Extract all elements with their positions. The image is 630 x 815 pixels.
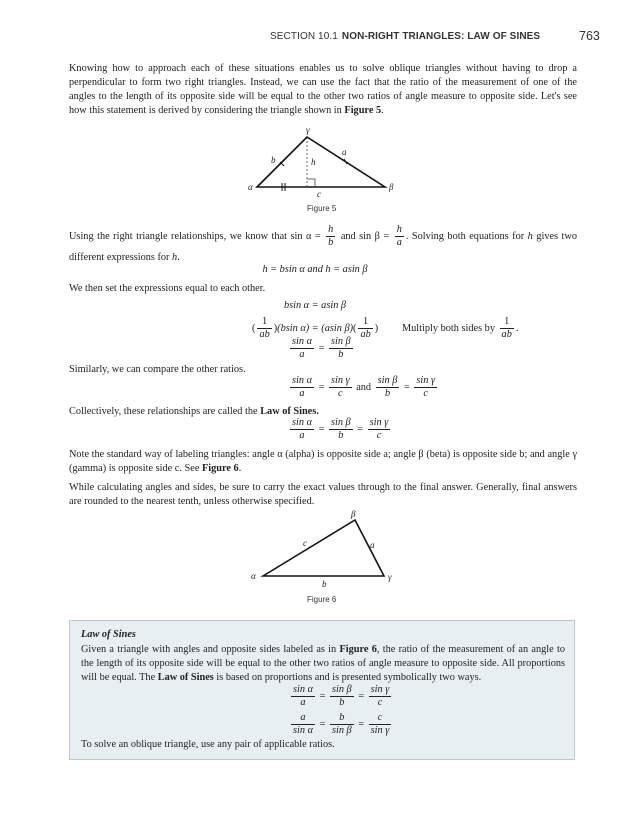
box-text-1: Given a triangle with angles and opposite sides labeled as in <box>81 644 340 655</box>
intro-text: Knowing how to approach each of these situations enables us to solve oblique triangles without having to drop a perpendicular to form two right triangles. Instead, we can use the fact that the ratio of the measurement of one of the angles to the length of its opposite side will be equal to the other two ratios of angle measure to opposite side. Let's see how this statement is derived by considering the triangle shown in <box>69 63 577 116</box>
figure6-triangle <box>246 508 406 588</box>
figure6-label-alpha: α <box>251 571 256 581</box>
fraction-sina-a <box>290 336 314 361</box>
equation-other-ratios: $\frac{\text{sin α}}{a}$ = $\frac{\text{sin γ}}{c}$ and $\frac{\text{sin β}}{b}$ = $\frac{\text{sin γ}}{c}$ <box>292 375 436 399</box>
figure5-label-alpha: α <box>248 182 253 192</box>
law-of-sines-term: Law of Sines. <box>260 406 319 417</box>
figure5-label-gamma: γ <box>306 125 310 135</box>
collectively-text: Collectively, these relationships are called the <box>69 406 261 417</box>
frac-num: 1 <box>358 316 372 329</box>
frac-den: b <box>339 697 345 708</box>
box-eq2-frac-1 <box>291 712 315 737</box>
section-label <box>270 31 540 42</box>
figure5-label-c: c <box>317 189 321 199</box>
frac-num: sin γ <box>330 375 350 386</box>
rt-var-h2: h <box>172 252 178 263</box>
frac-num: sin α <box>292 336 312 347</box>
frac-num: a <box>291 712 315 725</box>
figure6-reference: Figure 6 <box>201 463 239 474</box>
law-of-sines-box <box>69 620 575 760</box>
page-number: 763 <box>579 29 600 43</box>
and-word: and <box>356 381 372 393</box>
frac-num: sin γ <box>416 375 436 386</box>
frac-den: sin γ <box>370 725 390 736</box>
box-equation-2: $\frac{a}{\text{sin α}}$ = $\frac{b}{\text{sin β}}$ = $\frac{c}{\text{sin γ}}$ <box>293 712 390 736</box>
rt-text-3: . Solving both equations for <box>405 230 528 242</box>
rounding-paragraph: While calculating angles and sides, be sure to carry the exact values through to the final answer. Generally, final answers are rounded to the nearest tenth, unless otherwise specified. <box>69 482 577 507</box>
rt-text-5: . <box>177 252 180 263</box>
rt-text-1: Using the right triangle relationships, we know that sin α = <box>69 230 325 242</box>
frac-den: a <box>299 349 305 360</box>
box-equation-1: $\frac{\text{sin α}}{a}$ = $\frac{\text{sin β}}{b}$ = $\frac{\text{sin γ}}{c}$ <box>293 684 390 708</box>
figure5-label-a: a <box>342 147 347 157</box>
box-eq2-frac-3 <box>369 712 392 737</box>
frac-num: b <box>330 712 354 725</box>
fraction-sinb-b <box>329 336 353 361</box>
set-equal-paragraph: We then set the expressions equal to each other. <box>69 283 266 294</box>
figure5-triangle <box>240 125 410 200</box>
frac-den: sin β <box>331 725 352 736</box>
fraction-h-over-a <box>395 224 404 249</box>
frac-num: sin β <box>330 417 351 428</box>
figure5-triangle-shape <box>257 137 385 187</box>
figure6-label-a: a <box>370 540 375 550</box>
fraction-3 <box>368 417 391 442</box>
frac-den: sin α <box>293 725 313 736</box>
box-closing: To solve an oblique triangle, use any pair of applicable ratios. <box>81 739 335 750</box>
fraction-sina-a <box>290 375 314 400</box>
intro-end: . <box>381 105 384 116</box>
fraction-h-over-b <box>326 224 335 249</box>
box-body <box>81 643 565 685</box>
box-law-term: Law of Sines <box>157 672 214 683</box>
equation-h: h = bsin α and h = asin β <box>262 264 368 275</box>
multiply-note-text: Multiply both sides by <box>402 322 495 334</box>
frac-num: sin β <box>330 336 351 347</box>
figure5-right-angle-mark <box>307 179 315 187</box>
frac-den: a <box>299 388 305 399</box>
fraction-2 <box>329 417 353 442</box>
frac-num: sin γ <box>369 417 389 428</box>
frac-num: h <box>328 224 334 235</box>
figure5-label-b: b <box>271 155 276 165</box>
frac-den: ab <box>259 329 270 340</box>
fraction-sing-c <box>329 375 352 400</box>
figure6-label-gamma: γ <box>388 572 392 582</box>
fraction-note <box>500 316 514 341</box>
running-header <box>0 31 630 45</box>
frac-den: b <box>328 237 334 248</box>
box-text-3: is based on proportions and is presented symbolically two ways. <box>213 672 482 683</box>
frac-num: sin β <box>377 375 398 386</box>
frac-num: sin β <box>331 684 352 695</box>
similarly-paragraph: Similarly, we can compare the other ratios. <box>69 364 246 375</box>
frac-den: ab <box>360 329 371 340</box>
equation-bsin: bsin α = asin β <box>283 300 347 311</box>
equation-law-of-sines: $\frac{\text{sin α}}{a}$ = $\frac{\text{sin β}}{b}$ = $\frac{\text{sin γ}}{c}$ <box>292 417 389 441</box>
fraction-sing-c-2 <box>414 375 437 400</box>
figure6-label-b: b <box>322 579 327 588</box>
frac-num: sin α <box>293 684 313 695</box>
section-title: NON-RIGHT TRIANGLES: LAW OF SINES <box>341 31 541 42</box>
figure6-label-beta: β <box>351 509 356 519</box>
box-figure6-reference: Figure 6 <box>339 644 377 655</box>
frac-num: h <box>396 224 402 235</box>
rt-text-4: gives two different expressions for <box>69 230 577 263</box>
equation-multiply: ( $\frac{1}{ab}$ )(bsin α) = (asin β)( $\frac{1}{ab}$ ) <box>252 316 379 340</box>
figure6-triangle-shape <box>263 520 384 576</box>
frac-den: c <box>338 388 343 399</box>
box-eq1-frac-3 <box>369 684 392 709</box>
figure5-reference: Figure 5 <box>344 105 382 116</box>
fraction-sinb-b <box>376 375 400 400</box>
note-end: . <box>238 463 242 474</box>
frac-den: b <box>338 349 344 360</box>
figure6-caption: Figure 6 <box>307 595 337 604</box>
figure5-label-beta: β <box>389 182 394 192</box>
note-paragraph <box>69 448 577 476</box>
figure5-caption: Figure 5 <box>307 204 337 213</box>
fraction-1-over-ab-left <box>257 316 271 341</box>
frac-den: b <box>338 430 344 441</box>
frac-den: c <box>377 697 383 708</box>
section-number: SECTION 10.1 <box>270 31 338 42</box>
note-text: Note the standard way of labeling triangles: angle α (alpha) is opposite side a; angle β (beta) is opposite side b; and angle γ (gamma) is opposite side c. See <box>69 449 577 474</box>
frac-num: sin α <box>292 417 312 428</box>
fraction-1-over-ab-right <box>358 316 372 341</box>
frac-den: a <box>300 697 306 708</box>
box-text-2: , the ratio of the measurement of an angle to the length of its opposite side will be equal to the other two ratios of angle measure to opposite side. All proportions will be equal. The <box>81 644 566 683</box>
frac-den: ab <box>501 329 512 340</box>
frac-den: a <box>299 430 305 441</box>
multiply-note: Multiply both sides by $\frac{1}{ab}$ . <box>402 316 519 340</box>
box-eq2-frac-2 <box>330 712 354 737</box>
frac-den: b <box>384 388 391 399</box>
frac-num: c <box>369 712 392 725</box>
fraction-1 <box>290 417 314 442</box>
frac-den: c <box>376 430 382 441</box>
box-eq1-frac-2 <box>330 684 354 709</box>
frac-num: sin α <box>292 375 312 386</box>
rt-text-2: and sin β = <box>337 230 393 242</box>
equation-ratio-ab: $\frac{\text{sin α}}{a}$ = $\frac{\text{sin β}}{b}$ <box>292 336 351 360</box>
figure5-label-h: h <box>311 157 316 167</box>
frac-den: c <box>423 388 428 399</box>
frac-den: a <box>396 237 402 248</box>
box-title: Law of Sines <box>81 629 136 640</box>
intro-paragraph <box>69 62 577 118</box>
multiply-middle: (bsin α) = (asin β) <box>277 322 353 334</box>
figure6-label-c: c <box>303 538 307 548</box>
frac-num: 1 <box>500 316 514 329</box>
box-eq1-frac-1 <box>291 684 315 709</box>
rt-var-h: h <box>527 230 533 242</box>
frac-num: sin γ <box>370 684 390 695</box>
right-triangle-paragraph <box>69 224 577 266</box>
frac-num: 1 <box>257 316 271 329</box>
